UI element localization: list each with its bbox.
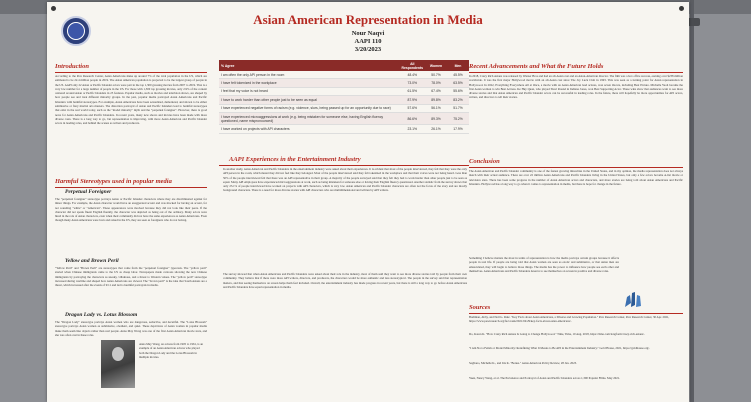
source-item: Yuen, Nancy Wang, et al. The Prevalence and Portrayal of Asian and Pacific Islanders across 1,300 Popular Films. May 2021. [469, 376, 621, 380]
perpetual-foreigner-body: The "perpetual foreigner" stereotype portrays Asian or Pacific Islander characters where they are discriminated against for minor things. For example, the Asian character would have an exaggerated accent and was mocked for having an accent, for not sounding "white" or "American". These appearances were mocked because they did not look like their peers. If the character did not speak fluent English fluently, the character was depicted as being out of the ordinary. Many actors were hired in the role of Asian characters, even when their community did not have the same experiences as Asian Americans. Even though many Asian Americans were born and raised in the US, they are seen as foreigners who do not belong. [55, 197, 207, 223]
pin-icon [679, 6, 684, 11]
table-row [219, 96, 469, 104]
table-cell: 78.0% [425, 79, 447, 87]
table-header: Men [447, 60, 469, 71]
table-cell: 89.8% [425, 96, 447, 104]
harmful-heading: Harmful Stereotypes used in popular media [55, 178, 172, 185]
table-cell: I have worked on projects with API characters [219, 125, 400, 133]
table-cell: 51.7% [447, 104, 469, 112]
table-cell: 26.1% [425, 125, 447, 133]
recent-body: In 2018, Crazy Rich Asians was released by Warner Bros and had an all-Asian cast and an Asian-American director. The film was a box office success, earning over $238 million worldwide. It was the first major Hollywood movie with an all-Asian cast since The Joy Luck Club in 1993. This was seen as a turning point for Asian representation in Hollywood. In 2022, Everything Everywhere All at Once, a movie with an Asian American lead actress, won seven Oscars, including Best Picture. Michelle Yeoh became the first Asian woman to win Best Actress. Ke Huy Quan, who played Short Round in Indiana Jones, won Best Supporting Actor. These wins show that audiences want to see more diverse stories and that Asian American and Pacific Islander actors can be successful in leading roles. In the future, there will hopefully be more opportunities for API actors, writers, and directors to tell their stories. [469, 74, 683, 100]
anna-may-wong-photo [101, 340, 135, 388]
sources-heading: Sources [469, 304, 491, 311]
table-cell: 61.5% [400, 87, 425, 95]
yellow-brown-peril-heading: Yellow and Brown Peril [65, 258, 119, 264]
table-cell: 23.1% [400, 125, 425, 133]
table-row [219, 87, 469, 95]
recent-heading: Recent Advancements and What the Future Holds [469, 63, 604, 70]
photo-caption: Anna May Wong, an actress from 1905 to 1961, is an example of an Asian American actress who played both the Dragon Lady and the Lotus Blossom in multiple movies. [139, 342, 204, 359]
divider [55, 72, 207, 73]
poster [47, 2, 689, 402]
table-cell: 75.2% [447, 112, 469, 124]
table-cell: 17.9% [447, 125, 469, 133]
table-header: Women [425, 60, 447, 71]
table-cell: 55.6% [447, 87, 469, 95]
dragon-lady-heading: Dragon Lady vs. Lotus Blossom [65, 312, 138, 318]
table-header: % Agree [219, 60, 400, 71]
table-cell: I have experienced microaggressions at work (e.g. being mistaken for someone else, having English fluency questioned, name mispronounced) [219, 112, 400, 124]
pin-icon [51, 6, 56, 11]
table-cell: 73.0% [400, 79, 425, 87]
table-cell: 83.2% [447, 96, 469, 104]
survey-table [219, 60, 469, 134]
table-row [219, 71, 469, 79]
byline [47, 30, 689, 54]
table-cell: 48.4% [400, 71, 425, 79]
table-cell: 67.4% [425, 87, 447, 95]
divider [219, 165, 469, 166]
author-name: Nour Naqvi [351, 30, 385, 37]
table-row [219, 112, 469, 124]
table-cell: I have to work harder than other people just to be seen as equal [219, 96, 400, 104]
course-code: AAPI 110 [354, 38, 382, 45]
poster-stand [690, 0, 694, 402]
aapi-body-2: The survey showed that when Asian Americans and Pacific Islanders were asked about their role in the industry, most of them said they want to see more diverse stories told by people from their own community. They believe that if there were more API writers, directors, and producers, the characters would be more authentic and less stereotypical. The people in the survey said that representation matters, and that seeing themselves on screen helps them feel included. Overall, the entertainment industry has made progress in recent years, but there is still a long way to go before Asian Americans and Pacific Islanders have equal representation in media. [223, 272, 467, 289]
table-cell: 50.7% [425, 71, 447, 79]
aapi-body-1: In another study, Asian American and Pacific Islanders in the entertainment industry were asked about their experiences. It is evident that most of the people interviewed, they felt that they were the only API person in the room, which meant they did not feel like they belonged. Most of the people interviewed said they felt tokenized in the workplace and that their voices were not being heard. Less than 50% of the people interviewed felt that there was an API representative in their group. A majority of the people surveyed said that they felt they had to work harder than other people just to be seen as equal. Many API employees have experienced microaggressions at work, such as being mistaken for someone else or having their English fluency questioned. Another statistic from the survey shows that only 23.1% of people interviewed have worked on projects with API characters, which is very low. Asian American and Pacific Islander characters are often not the focus of the story and are mostly background characters. There is a need for more diverse stories with API characters who are multidimensional and written by API writers. [223, 167, 467, 193]
intro-heading: Introduction [55, 63, 89, 70]
table-row [219, 79, 469, 87]
table-cell: I feel that my voice is not heard [219, 87, 400, 95]
table-cell: 63.5% [447, 79, 469, 87]
table-header: All Respondents [401, 61, 423, 70]
table-cell: 86.6% [400, 112, 425, 124]
source-item: Do, Karen K. "How Crazy Rich Asians Is Going to Change Hollywood." Time, Time, 10 Aug. 2018, https://time.com/longform/crazy-rich-asians/. [469, 332, 645, 336]
divider [469, 167, 683, 168]
table-cell: I have felt tokenized in the workplace [219, 79, 400, 87]
perpetual-foreigner-heading: Perpetual Foreigner [65, 189, 112, 195]
table-cell: 87.9% [400, 96, 425, 104]
source-item: Sagliano, Michelle K., and Iris K. "Bonus." Asian American Policy Review, 28 Jan. 2023. [469, 361, 577, 365]
source-item: "I Am Not a Fetish or Model Minority: Redefining What It Means to Be API in the Entertainment Industry." Gold House, 2021, https://goldhouse.org/. [469, 346, 650, 350]
table-row [219, 125, 469, 133]
conclusion-heading: Conclusion [469, 158, 500, 165]
table-cell: 89.3% [425, 112, 447, 124]
poster-date: 3/20/2023 [354, 46, 382, 53]
table-header-row [219, 60, 469, 71]
divider [469, 313, 683, 314]
divider [55, 187, 207, 188]
table-row [219, 104, 469, 112]
table-cell: I have experienced negative forms of racism (e.g. violence, slurs, being passed up for an opportunity due to race) [219, 104, 400, 112]
conclusion-body-1: The Asian American and Pacific Islander community is one of the fastest growing minorities in the United States, and in my opinion, the media representation does not always match with their actual audience. There are over 22 million Asian Americans and Pacific Islanders living in the United States, but only a few actors become A-list movie or television stars. There has been some progress in the number of Asian American actors and characters, and more stories are being told about Asian Americans and Pacific Islanders. Hollywood has a long way to go when it comes to representation in media, but there is hope for change in the future. [469, 169, 683, 186]
yellow-brown-peril-body: "Yellow Peril" and "Brown Peril" are stereotypes that come from the "perpetual foreigner" typecasts. The "yellow peril" started when Chinese immigrants came to the US as cheap labor. Newspapers made cartoons showing the new Chinese immigrants by portraying the characters as sneaky, villainous, and a threat to Western values. The "yellow peril" stereotype increased during wartime and shaped how Asian Americans are viewed. The "brown peril" is the idea that South Asians are a threat, which increased after the events of 9/11 and led to harmful portrayals in media. [55, 266, 207, 288]
raised-hands-icon [622, 289, 644, 309]
table-cell: 45.5% [447, 71, 469, 79]
poster-title: Asian American Representation in Media [253, 12, 483, 27]
aapi-heading: AAPI Experiences in the Entertainment Industry [229, 156, 361, 163]
conclusion-body-2: Something I believe matters the most in terms of representation is how the media portrays certain groups because it affects people in real life. If people are being told that Asian women are seen as exotic and submissive, or that Asian men are emasculated, they will begin to believe those things. The media has the power to influence how people see each other and themselves. Asian Americans and Pacific Islanders deserve to see themselves on screen in positive and diverse roles. [469, 256, 619, 273]
table-cell: 56.1% [425, 104, 447, 112]
divider [469, 72, 683, 73]
intro-body: According to the Pew Research Center, Asian Americans make up around 7% of the total population in the US, which are estimated to be 22.4 million people in 2019. The Asian American population is projected to be the largest group of people in the US. AAPI only 22 Asian or Pacific Islander actors were part in the top 1,300 grossing movies from 2007 to 2019. That is a very low number for a large number of people in the US. For those with 1,300 top grossing movies, only 2.9% of the content centered around Asian or Pacific Islanders in 25 features. Popular media, such as movies and television shows, are shaped by how people see and treat different minority groups. In the past, popular media portrayed Asian Americans and Pacific Islanders with harmful stereotypes. For example, Asian Americans have been sexualized, demonized, and shown to be either submissive or fiery martial arts masters. The distortion portrayal of Asian and Pacific Islanders lead to harmful stereotypes that exist in the real world today, such as the "model minority" myth and the "perpetual foreigner". However, there is good news for Asian Americans and Pacific Islanders. In recent years, many new shows and movies have been made with more diverse casts. There is a long way to go, but representation is improving, with more Asian American and Pacific Islander actors in leading roles, and behind the scenes as writers and producers. [55, 74, 207, 126]
table-cell: 57.6% [400, 104, 425, 112]
source-item: Budiman, Abby, and Neil G. Ruiz. "Key Facts about Asian Americans, a Diverse and Growing Population." Pew Research Center, Pew Research Center, 30 Apr. 2021, https://www.pewresearch.org/fact-tank/2021/04/29/key-facts-about-asian-americans/. [469, 315, 670, 324]
table-cell: I am often the only API person in the room [219, 71, 400, 79]
dragon-lady-body: The "Dragon Lady" stereotype portrays Asian women who are dangerous, seductive, and deceitful. The "Lotus Blossom" stereotype portrays Asian women as submissive, obedient, and quiet. These depictions of Asian women in popular media make them seem like objects rather than real people. Anna May Wong was one of the first Asian American movie stars, and she was often cast in these roles. [55, 320, 207, 337]
